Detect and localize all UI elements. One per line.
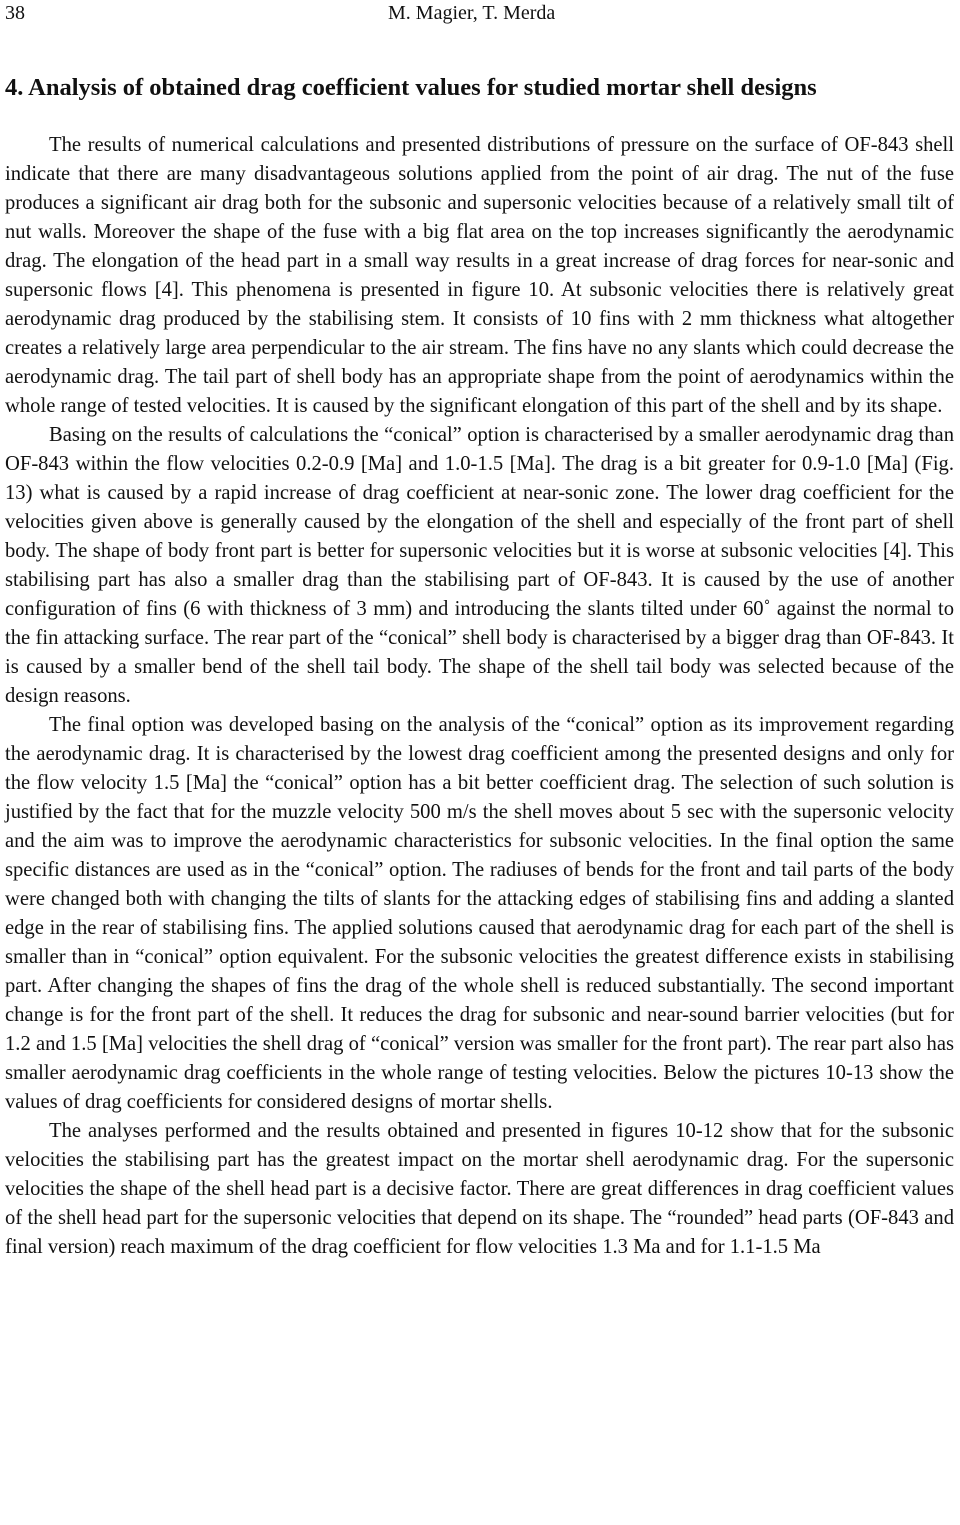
section-heading: 4. Analysis of obtained drag coefficient values for studied mortar shell designs xyxy=(5,74,817,101)
running-header-authors: M. Magier, T. Merda xyxy=(388,2,556,24)
paragraph-conical-option: Basing on the results of calculations the “conical” option is characterised by a smaller aerodynamic drag than OF-843 within the flow velocities 0.2-0.9 [Ma] and 1.0-1.5 [Ma]. The drag is a bit greater for 0.9-1.0 [Ma] (Fig. 13) what is caused by a rapid increase of drag coefficient at near-sonic zone. The lower drag coefficient for the velocities given above is generally caused by the elongation of the shell and especially of the front part of shell body. The shape of body front part is better for supersonic velocities but it is worse at subsonic velocities [4]. This stabilising part has also a smaller drag than the stabilising part of OF-843. It is caused by the use of another configuration of fins (6 with thickness of 3 mm) and introducing the slants tilted under 60˚ against the normal to the fin attacking surface. The rear part of the “conical” shell body is characterised by a bigger drag than OF-843. It is caused by a smaller bend of the shell tail body. The shape of the shell tail body was selected because of the design reasons. xyxy=(5,424,954,707)
body-text xyxy=(5,131,954,1262)
paragraph-analyses-performed: The analyses performed and the results obtained and presented in figures 10-12 show that for the subsonic velocities the stabilising part has the greatest impact on the mortar shell aerodynamic drag. For the supersonic velocities the shape of the shell head part is a decisive factor. There are great differences in drag coefficient values of the shell head part for the supersonic velocities that depend on its shape. The “rounded” head parts (OF-843 and final version) reach maximum of the drag coefficient for flow velocities 1.3 Ma and for 1.1-1.5 Ma xyxy=(5,1120,954,1258)
running-header xyxy=(5,0,954,26)
paragraph-analysis-of-of843: The results of numerical calculations and presented distributions of pressure on the surface of OF-843 shell indicate that there are many disadvantageous solutions applied from the point of air drag. The nut of the fuse produces a significant air drag both for the subsonic and supersonic velocities because of a relatively small tilt of nut walls. Moreover the shape of the fuse with a big flat area on the top increases significantly the aerodynamic drag. The elongation of the head part in a small way results in a great increase of drag forces for near-sonic and supersonic flows [4]. This phenomena is presented in figure 10. At subsonic velocities there is relatively great aerodynamic drag produced by the stabilising stem. It consists of 10 fins with 2 mm thickness what altogether creates a relatively large area perpendicular to the air stream. The fins have no any slants which could decrease the aerodynamic drag. The tail part of shell body has an appropriate shape from the point of aerodynamics within the whole range of tested velocities. It is caused by the significant elongation of this part of the shell and by its shape. xyxy=(5,134,954,417)
page-number: 38 xyxy=(5,2,25,24)
paragraph-final-option: The final option was developed basing on the analysis of the “conical” option as its improvement regarding the aerodynamic drag. It is characterised by the lowest drag coefficient among the presented designs and only for the flow velocity 1.5 [Ma] the “conical” option has a bit better coefficient drag. The selection of such solution is justified by the fact that for the muzzle velocity 500 m/s the shell moves about 5 sec with the supersonic velocity and the aim was to improve the aerodynamic characteristics for subsonic velocities. In the final option the same specific distances are used as in the “conical” option. The radiuses of bends for the front and tail parts of the body were changed both with changing the tilts of slants for the attacking edges of stabilising fins and adding a slanted edge in the rear of stabilising fins. The applied solutions caused that aerodynamic drag for each part of the shell is smaller than in “conical” option equivalent. For the subsonic velocities the greatest difference exists in stabilising part. After changing the shapes of fins the drag of the whole shell is reduced substantially. The second important change is for the front part of the shell. It reduces the drag for subsonic and near-sound barrier velocities (but for 1.2 and 1.5 [Ma] velocities the shell drag of “conical” version was smaller for the front part). The rear part also has smaller aerodynamic drag coefficients in the whole range of testing velocities. Below the pictures 10-13 show the values of drag coefficients for considered designs of mortar shells. xyxy=(5,714,954,1113)
